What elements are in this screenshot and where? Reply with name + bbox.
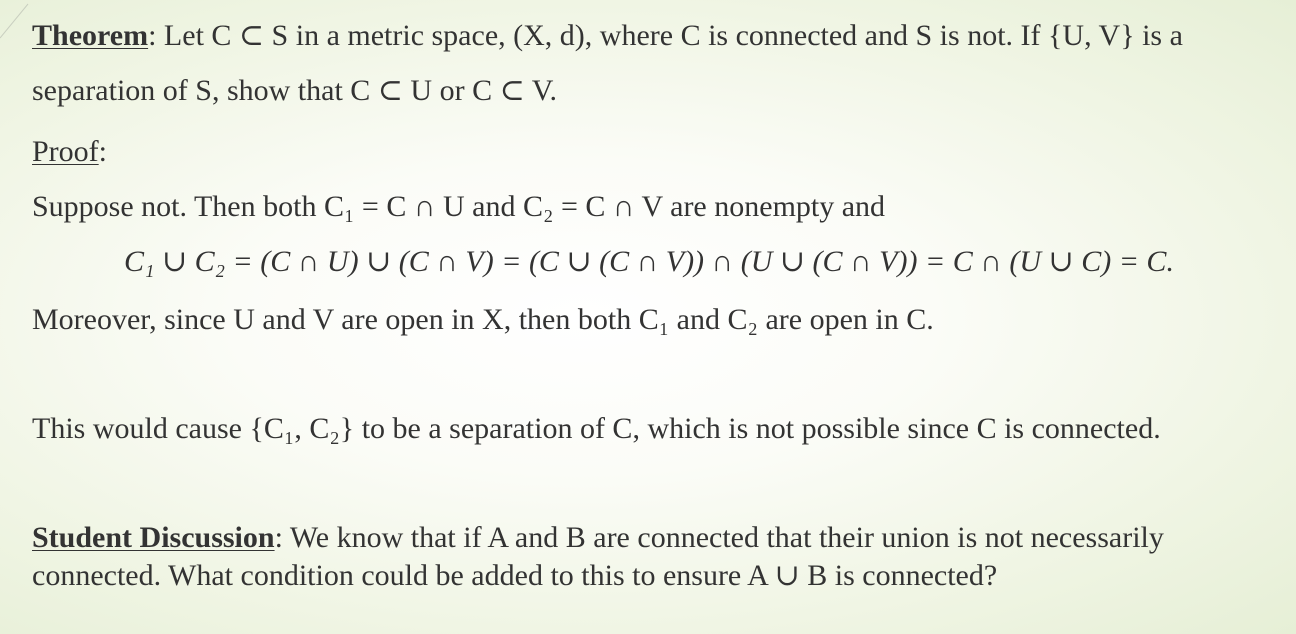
theorem-line-1 bbox=[32, 21, 1183, 51]
theorem-text-2: separation of S, show that C ⊂ U or C ⊂ V. bbox=[32, 74, 557, 107]
proof-line-1 bbox=[32, 192, 885, 222]
proof-text-2: Moreover, since U and V are open in X, then both C₁ and C₂ are open in C. bbox=[32, 303, 934, 336]
proof-line-3 bbox=[32, 414, 1161, 444]
discussion-line-2 bbox=[32, 561, 997, 591]
proof-colon: : bbox=[98, 135, 108, 168]
discussion-line-1 bbox=[32, 523, 1164, 553]
proof-heading bbox=[32, 137, 107, 167]
discussion-text-2: connected. What condition could be added to this to ensure A ∪ B is connected? bbox=[32, 559, 998, 592]
discussion-label: Student Discussion bbox=[32, 521, 275, 554]
proof-text-3: This would cause {C₁, C₂} to be a separation of C, which is not possible since C is connected. bbox=[32, 412, 1161, 445]
proof-equation bbox=[124, 247, 1174, 277]
proof-equation-text: C₁ ∪ C₂ = (C ∩ U) ∪ (C ∩ V) = (C ∪ (C ∩ V)) ∩ (U ∪ (C ∩ V)) = C ∩ (U ∪ C) = C. bbox=[124, 245, 1174, 278]
discussion-text-1: : We know that if A and B are connected that their union is not necessarily bbox=[274, 521, 1164, 554]
theorem-line-2 bbox=[32, 76, 557, 106]
theorem-label: Theorem bbox=[32, 19, 149, 52]
theorem-text-1: : Let C ⊂ S in a metric space, (X, d), where C is connected and S is not. If {U, V} is a bbox=[148, 19, 1183, 52]
proof-text-1: Suppose not. Then both C₁ = C ∩ U and C₂ = C ∩ V are nonempty and bbox=[32, 190, 886, 223]
proof-line-2 bbox=[32, 305, 934, 335]
proof-label: Proof bbox=[32, 135, 99, 168]
